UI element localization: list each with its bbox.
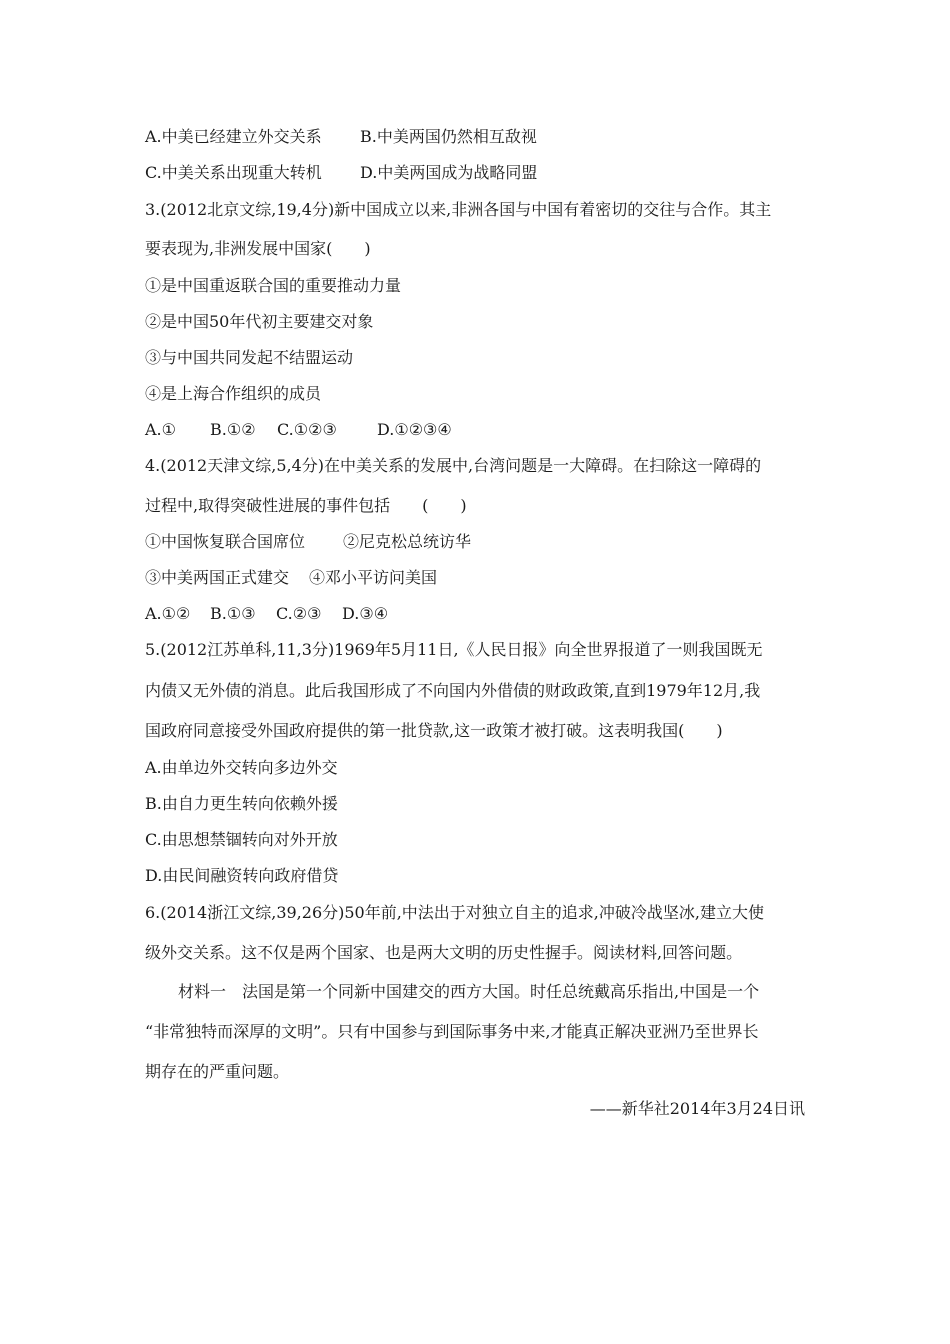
q5-stem-line-1: 5.(2012江苏单科,11,3分)1969年5月11日,《人民日报》向全世界报道了一则我国既无 [145, 640, 763, 659]
q4-option-d: D.③④ [342, 604, 389, 623]
q2-option-a: A.中美已经建立外交关系 [145, 127, 322, 146]
q2-option-d: D.中美两国成为战略同盟 [360, 163, 538, 182]
q6-stem-line-1: 6.(2014浙江文综,39,26分)50年前,中法出于对独立自主的追求,冲破冷战坚冰,建立大使 [145, 903, 764, 922]
q6-stem-line-2: 级外交关系。这不仅是两个国家、也是两大文明的历史性握手。阅读材料,回答问题。 [145, 943, 743, 962]
q2-option-b: B.中美两国仍然相互敌视 [360, 127, 537, 146]
q3-option-a: A.① [145, 420, 176, 439]
q3-item-3: ③与中国共同发起不结盟运动 [145, 348, 354, 367]
q3-stem-line-1: 3.(2012北京文综,19,4分)新中国成立以来,非洲各国与中国有着密切的交往与合作。其主 [145, 200, 772, 219]
q6-material-line-1: 材料一 法国是第一个同新中国建交的西方大国。时任总统戴高乐指出,中国是一个 [178, 982, 760, 1001]
q4-item-4: ④邓小平访问美国 [309, 568, 438, 587]
q4-stem-line-2: 过程中,取得突破性进展的事件包括 ( ) [145, 496, 467, 515]
q5-option-d: D.由民间融资转向政府借贷 [145, 866, 339, 885]
q4-item-1: ①中国恢复联合国席位 [145, 532, 306, 551]
q3-option-c: C.①②③ [277, 420, 337, 439]
q4-option-c: C.②③ [276, 604, 322, 623]
q3-stem-line-2: 要表现为,非洲发展中国家( ) [145, 239, 371, 258]
q6-source-citation: ——新华社2014年3月24日讯 [589, 1099, 805, 1118]
q4-stem-line-1: 4.(2012天津文综,5,4分)在中美关系的发展中,台湾问题是一大障碍。在扫除这一障碍的 [145, 456, 762, 475]
q5-stem-line-2: 内债又无外债的消息。此后我国形成了不向国内外借债的财政政策,直到1979年12月,我 [145, 681, 761, 700]
q3-option-d: D.①②③④ [377, 420, 452, 439]
q2-option-c: C.中美关系出现重大转机 [145, 163, 322, 182]
q5-option-a: A.由单边外交转向多边外交 [145, 758, 338, 777]
q3-item-4: ④是上海合作组织的成员 [145, 384, 322, 403]
q3-item-1: ①是中国重返联合国的重要推动力量 [145, 276, 402, 295]
q5-stem-line-3: 国政府同意接受外国政府提供的第一批贷款,这一政策才被打破。这表明我国( ) [145, 721, 723, 740]
q4-option-b: B.①③ [210, 604, 256, 623]
q5-option-c: C.由思想禁锢转向对外开放 [145, 830, 338, 849]
q4-item-2: ②尼克松总统访华 [343, 532, 472, 551]
q6-material-line-2: “非常独特而深厚的文明”。只有中国参与到国际事务中来,才能真正解决亚洲乃至世界长 [145, 1022, 759, 1041]
q4-item-3: ③中美两国正式建交 [145, 568, 290, 587]
q2-options-row-1 [145, 127, 537, 147]
q4-options [145, 604, 388, 624]
q3-option-b: B.①② [210, 420, 256, 439]
q4-option-a: A.①② [145, 604, 191, 623]
q5-option-b: B.由自力更生转向依赖外援 [145, 794, 338, 813]
q6-material-line-3: 期存在的严重问题。 [145, 1062, 290, 1081]
q4-items-row-1 [145, 532, 471, 552]
q4-items-row-2 [145, 568, 437, 588]
q3-item-2: ②是中国50年代初主要建交对象 [145, 312, 374, 331]
q2-options-row-2 [145, 163, 537, 183]
q3-options [145, 420, 452, 440]
